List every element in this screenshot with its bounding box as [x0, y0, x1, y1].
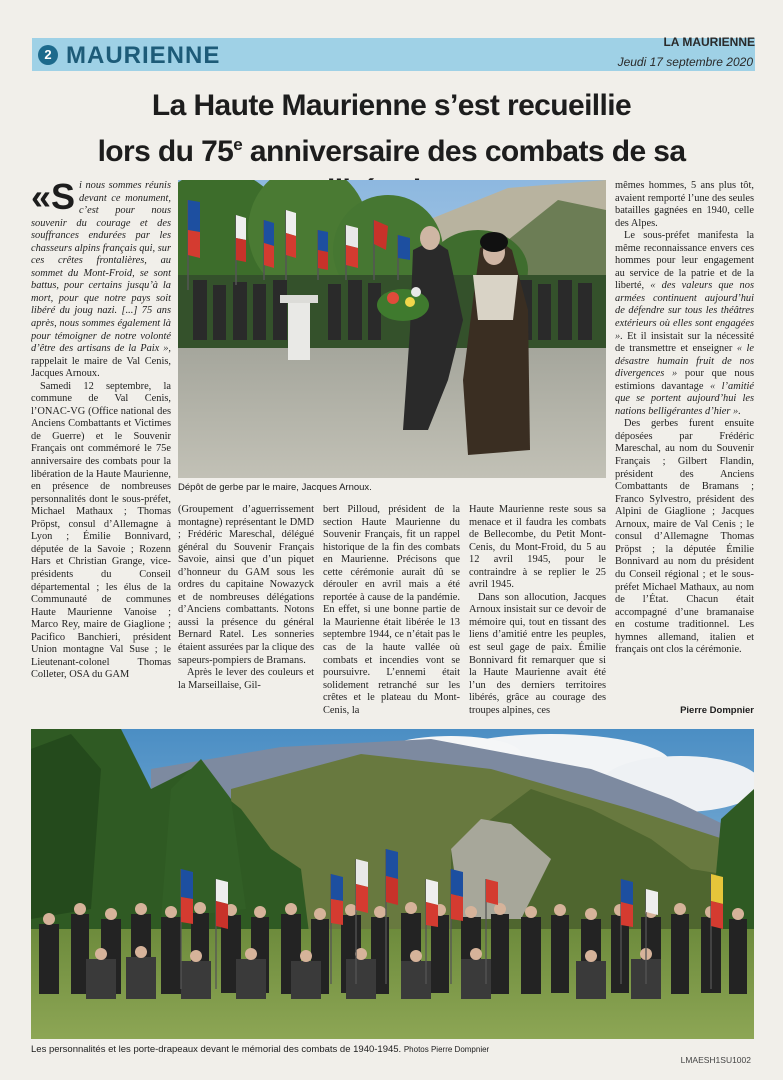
paragraph: Des gerbes furent ensuite déposées par Frédéric Mareschal, au nom du Souvenir Français ; Gilbert Flandin, président des Anciens Combattants de Bramans ; Franco Sylvestro, président des Alpini de Giaglione ; Jacques Arnoux, maire de Val Cenis ; le consul d’Allemagne Thomas Pröpst ; la députée Émilie Bonnivard au nom du président du Conseil régional ; et le sous-préfet Michael Mathaux, au nom de l’État. Chacun était accompagné d’une bramanaise en costume traditionnel. Les hymnes allemand, italien et français ont clos la cérémonie. [615, 418, 754, 656]
photo-caption: Dépôt de gerbe par le maire, Jacques Arnoux. [178, 482, 372, 493]
photo-credit: Photos Pierre Dompnier [403, 1045, 490, 1054]
paragraph: Haute Maurienne reste sous sa menace et il faudra les combats de Bellecombe, du Petit Mont-Cenis, du Mont-Froid, du 5 au 12 avril 1945, pour le contraindre à se replier le 25 avril 1945. [469, 504, 606, 591]
newspaper-name: LA MAURIENNE [663, 35, 755, 49]
issue-date: Jeudi 17 septembre 2020 [617, 55, 753, 69]
paragraph: Le sous-préfet manifesta la même reconnaissance envers ces hommes pour leur engagement au service de la patrie et de la liberté, « des valeurs que nos armées continuent aujourd’hui de défendre sur tous les théâtres extérieurs où elles sont engagées ». Et il insistait sur la nécessité de transmettre et enseigner « le désastre humain fruit de nos divergences » pour que nous estimions davantage « l’amitié que se portent aujourd’hui les nations belligérantes d’hier ». [615, 230, 754, 417]
paragraph: Dans son allocution, Jacques Arnoux insistait sur ce devoir de mémoire qui, tout en tissant des liens d’amitié entre les peuples, est seul gage de paix. Émilie Bonnivard fit remarquer que si la Haute Maurienne avait été l’un des derniers territoires libérés, grâce au courage des troupes alpines, ces [469, 591, 606, 716]
wreath-laying-photo [178, 180, 606, 478]
article-column-5 [615, 180, 754, 702]
headline-line-1: La Haute Maurienne s’est recueillie [151, 89, 632, 122]
author-signature: Pierre Dompnier [680, 705, 754, 716]
article-column-3 [323, 504, 460, 718]
article-column-4 [469, 504, 606, 718]
page-number-badge: 2 [38, 45, 58, 65]
article-column-1: «Si nous sommes réunis devant ce monument, c’est pour nous souvenir du courage et des souffrances endurées par les chasseurs alpins français qui, sur ces crêtes frontalières, au sommet du Mont-Froid, se sont battus, pour certains jusqu’à la mort, pour que notre pays soit libéré du joug nazi. [...] 75 ans après, nous sommes également là pour témoigner de notre volonté d’être des artisans de la Paix », rappelait le maire de Val Cenis, Jacques Arnoux. Samedi 12 septembre, la commune de Val Cenis, l’ONAC-VG (Office national des Anciens Combattants et Victimes de Guerre) et le Souvenir Français ont commémoré le 75e anniversaire des combats pour la libération de la Haute Maurienne, en présence de nombreuses personnalités dont le sous-préfet, Michael Mathaux ; Thomas Pröpst, consul d’Allemagne à Lyon ; Émilie Bonnivard, députée de la Savoie ; Rozenn Hars et Christian Grange, vice-présidents du Conseil départemental ; les élus de la Communauté de communes Haute Maurienne Vanoise ; Marco Rey, maire de Giaglione ; Pacifico Banchieri, président Union montagne Val Suse ; le Lieutenant-colonel Thomas Colleter, OSA du GAM [31, 180, 171, 681]
group-photo-caption: Les personnalités et les porte-drapeaux devant le mémorial des combats de 1940-1945. Photos Pierre Dompnier [31, 1044, 490, 1055]
headline-line-2: lors du 75e anniversaire des combats de sa [97, 135, 686, 168]
paragraph: mêmes hommes, 5 ans plus tôt, avaient remporté l’une des seules batailles gagnées en 1940, celle des Alpes. [615, 180, 754, 229]
paragraph: Après le lever des couleurs et la Marseillaise, Gil- [178, 667, 314, 691]
opening-quote: i nous sommes réunis devant ce monument, c’est pour nous souvenir du courage et des souffrances endurées par les chasseurs alpins français qui, sur ces crêtes frontalières, au sommet du Mont-Froid, se sont battus, pour certains jusqu’à la mort, pour que notre pays soit libéré du joug nazi. [...] 75 ans après, nous sommes également là pour témoigner de notre volonté d’être des artisans de la Paix » [31, 180, 171, 355]
paragraph: bert Pilloud, président de la section Haute Maurienne du Souvenir Français, fit un rappel historique de la fin des combats en Maurienne. Précisons que cette cérémonie aurait dû se dérouler en avril mais a été reportée à cause de la pandémie. En effet, si une bonne partie de la Maurienne était libérée le 13 septembre 1944, ce n’était pas le cas de la haute vallée où combats et incendies vont se poursuivre. L’ennemi était solidement retranché sur les crêtes et le plateau du Mont-Cenis, la [323, 504, 460, 716]
paragraph: Samedi 12 septembre, la commune de Val Cenis, l’ONAC-VG (Office national des Anciens Combattants et Victimes de Guerre) et le Souvenir Français ont commémoré le 75e anniversaire des combats pour la libération de la Haute Maurienne, en présence de nombreuses personnalités dont le sous-préfet, Michael Mathaux ; Thomas Pröpst, consul d’Allemagne à Lyon ; Émilie Bonnivard, députée de la Savoie ; Rozenn Hars et Christian Grange, vice-présidents du Conseil départemental ; les élus de la Communauté de communes Haute Maurienne Vanoise ; Marco Rey, maire de Giaglione ; Pacifico Banchieri, président Union montagne Val Suse ; le Lieutenant-colonel Thomas Colleter, OSA du GAM [31, 380, 171, 681]
page-code: LMAESH1SU1002 [680, 1055, 751, 1065]
drop-cap: «S [31, 180, 76, 217]
group-photo [31, 729, 754, 1039]
article-column-2 [178, 504, 314, 718]
section-title: MAURIENNE [66, 42, 221, 69]
paragraph: (Groupement d’aguerrissement montagne) représentant le DMD ; Frédéric Mareschal, délégué général du Souvenir Français Savoie, ainsi que d’un piquet d’honneur du GAM sous les ordres du capitaine Nowazyck et de nombreuses délégations d’Anciens combattants. Notons aussi la présence du général Bernard Ratel. Les sonneries étaient assurées par la clique des sapeurs-pompiers de Bramans. [178, 504, 314, 666]
